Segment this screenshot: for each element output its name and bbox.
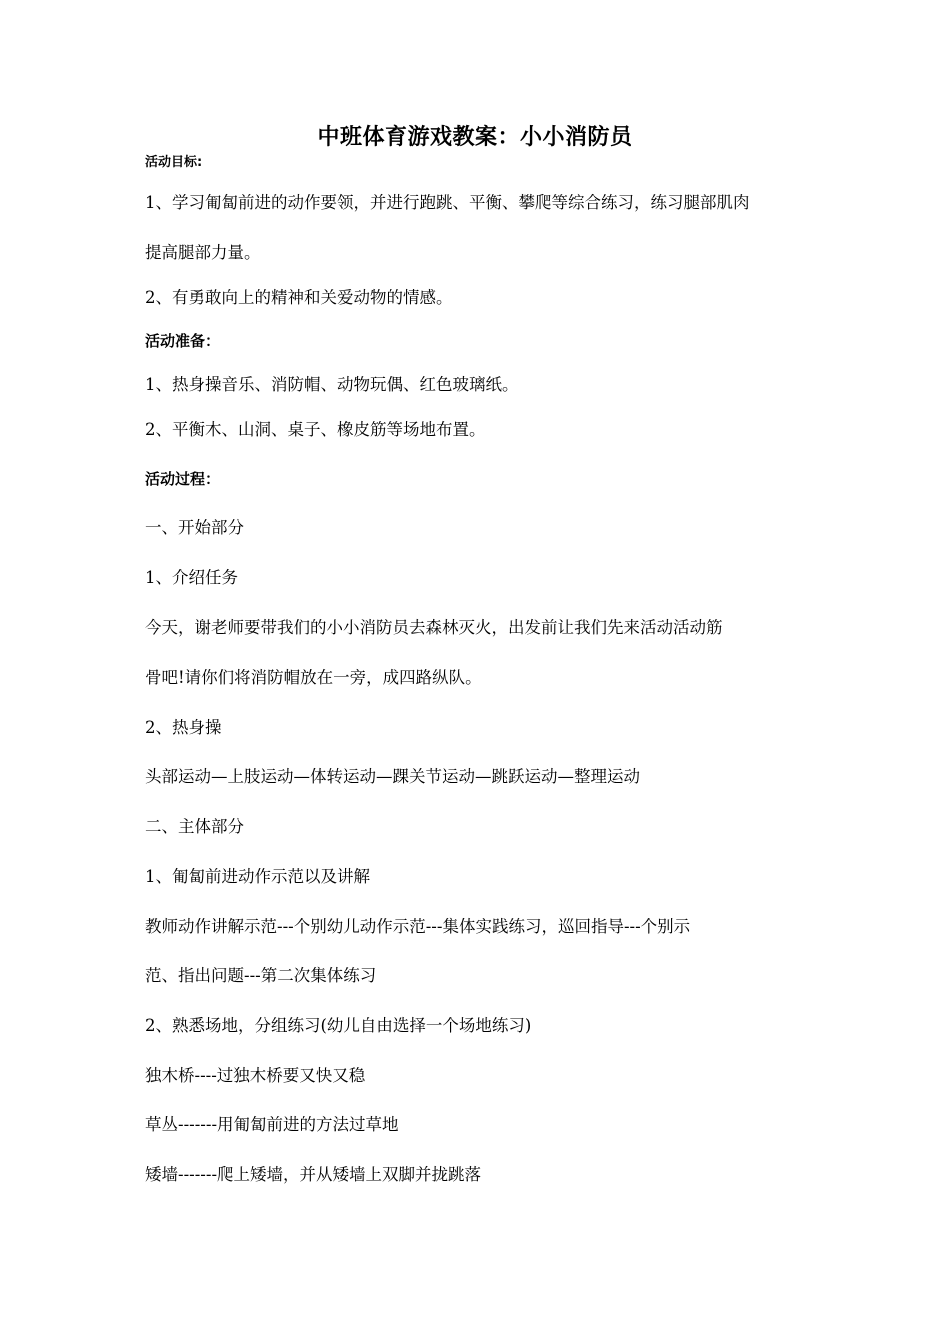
part-1-item-2: 2、热身操 [145, 718, 222, 737]
station-balance-beam: 独木桥----过独木桥要又快又稳 [145, 1066, 366, 1085]
prep-item-2: 2、平衡木、山洞、桌子、橡皮筋等场地布置。 [145, 420, 486, 439]
station-grass: 草丛-------用匍匐前进的方法过草地 [145, 1115, 399, 1134]
process-heading: 活动过程： [145, 470, 221, 488]
goal-1-line-1: 1、学习匍匐前进的动作要领，并进行跑跳、平衡、攀爬等综合练习，练习腿部肌肉 [145, 193, 750, 212]
part-1-item-1: 1、介绍任务 [145, 568, 238, 587]
prep-item-1: 1、热身操音乐、消防帽、动物玩偶、红色玻璃纸。 [145, 375, 519, 394]
part-2-item-1: 1、匍匐前进动作示范以及讲解 [145, 867, 370, 886]
station-low-wall: 矮墙-------爬上矮墙，并从矮墙上双脚并拢跳落 [145, 1165, 482, 1184]
warmup-sequence: 头部运动—上肢运动—体转运动—踝关节运动—跳跃运动—整理运动 [145, 767, 640, 786]
goal-1-line-2: 提高腿部力量。 [145, 243, 261, 262]
goals-heading: 活动目标: [145, 155, 203, 170]
part-2-heading: 二、主体部分 [145, 817, 244, 836]
document-title: 中班体育游戏教案：小小消防员 [317, 125, 633, 150]
demo-line-1: 教师动作讲解示范---个别幼儿动作示范---集体实践练习，巡回指导---个别示 [145, 917, 691, 936]
intro-line-2: 骨吧!请你们将消防帽放在一旁，成四路纵队。 [145, 668, 482, 687]
demo-line-2: 范、指出问题---第二次集体练习 [145, 966, 377, 985]
goal-2: 2、有勇敢向上的精神和关爱动物的情感。 [145, 288, 453, 307]
part-2-item-2: 2、熟悉场地，分组练习(幼儿自由选择一个场地练习) [145, 1016, 532, 1035]
prep-heading: 活动准备： [145, 332, 221, 350]
intro-line-1: 今天，谢老师要带我们的小小消防员去森林灭火，出发前让我们先来活动活动筋 [145, 618, 723, 637]
part-1-heading: 一、开始部分 [145, 518, 244, 537]
